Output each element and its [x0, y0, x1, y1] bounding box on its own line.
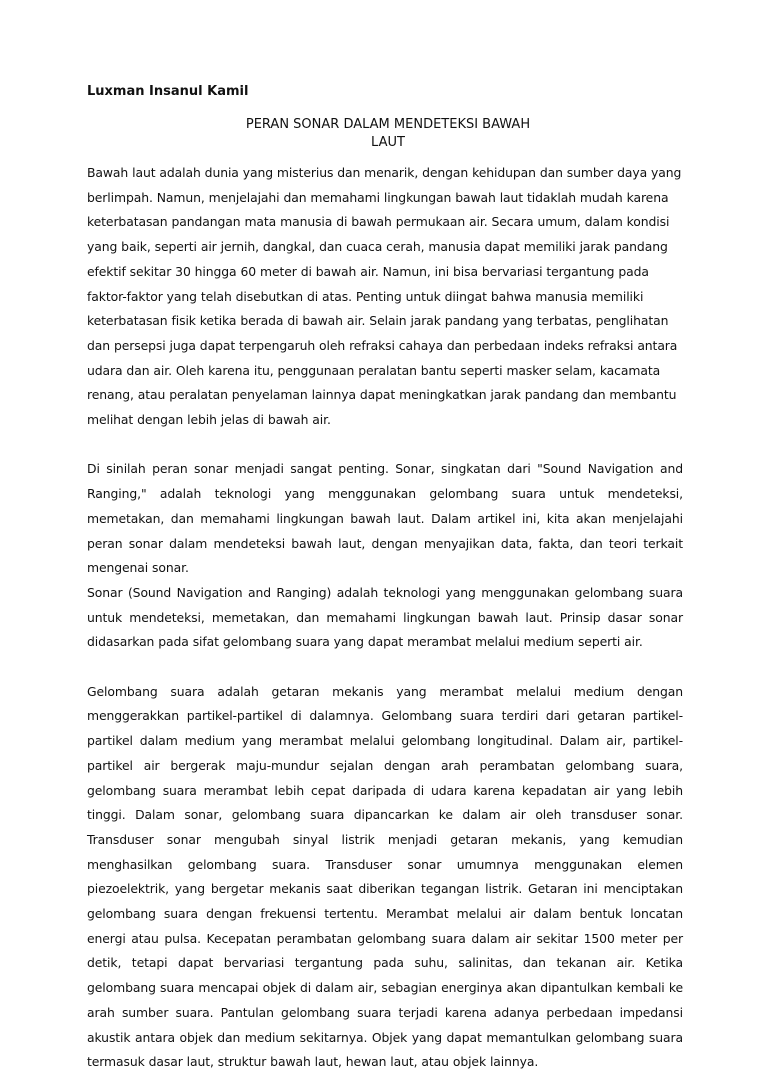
title-line-1: PERAN SONAR DALAM MENDETEKSI BAWAH	[245, 117, 531, 132]
author-name: Luxman Insanul Kamil	[87, 84, 249, 99]
document-page	[87, 84, 683, 1075]
paragraph-3: Sonar (Sound Navigation and Ranging) adalah teknologi yang menggunakan gelombang suara untuk mendeteksi, memetakan, dan memahami lingkungan bawah laut. Prinsip dasar sonar didasarkan pada sifat gelombang suara yang dapat merambat melalui medium seperti air.	[87, 584, 683, 650]
document-title	[87, 116, 683, 152]
paragraph-gap	[87, 433, 683, 458]
paragraph-gap	[87, 655, 683, 680]
paragraph-2: Di sinilah peran sonar menjadi sangat penting. Sonar, singkatan dari "Sound Navigation and Ranging," adalah teknologi yang menggunakan gelombang suara untuk mendeteksi, memetakan, dan memahami lingkungan bawah laut. Dalam artikel ini, kita akan menjelajahi peran sonar dalam mendeteksi bawah laut, dengan menyajikan data, fakta, dan teori terkait mengenai sonar.	[87, 461, 683, 576]
paragraph-4: Gelombang suara adalah getaran mekanis yang merambat melalui medium dengan menggerakkan partikel-partikel di dalamnya. Gelombang suara terdiri dari getaran partikel-partikel dalam medium yang merambat melalui gelombang longitudinal. Dalam air, partikel-partikel air bergerak maju-mundur sejalan dengan arah perambatan gelombang suara, gelombang suara merambat lebih cepat daripada di udara karena kepadatan air yang lebih tinggi. Dalam sonar, gelombang suara dipancarkan ke dalam air oleh transduser sonar. Transduser sonar mengubah sinyal listrik menjadi getaran mekanis, yang kemudian menghasilkan gelombang suara. Transduser sonar umumnya menggunakan elemen piezoelektrik, yang bergetar mekanis saat diberikan tegangan listrik. Getaran ini menciptakan gelombang suara dengan frekuensi tertentu. Merambat melalui air dalam bentuk loncatan energi atau pulsa. Kecepatan perambatan gelombang suara dalam air sekitar 1500 meter per detik, tetapi dapat bervariasi tergantung pada suhu, salinitas, dan tekanan air. Ketika gelombang suara mencapai objek di dalam air, sebagian energinya akan dipantulkan kembali ke arah sumber suara. Pantulan gelombang suara terjadi karena adanya perbedaan impedansi akustik antara objek dan medium sekitarnya. Objek yang dapat memantulkan gelombang suara termasuk dasar laut, struktur bawah laut, hewan laut, atau objek lainnya.	[87, 683, 683, 1070]
title-line-2: LAUT	[371, 135, 405, 150]
paragraph-1: Bawah laut adalah dunia yang misterius dan menarik, dengan kehidupan dan sumber daya yang berlimpah. Namun, menjelajahi dan memahami lingkungan bawah laut tidaklah mudah karena keterbatasan pandangan mata manusia di bawah permukaan air. Secara umum, dalam kondisi yang baik, seperti air jernih, dangkal, dan cuaca cerah, manusia dapat memiliki jarak pandang efektif sekitar 30 hingga 60 meter di bawah air. Namun, ini bisa bervariasi tergantung pada faktor-faktor yang telah disebutkan di atas. Penting untuk diingat bahwa manusia memiliki keterbatasan fisik ketika berada di bawah air. Selain jarak pandang yang terbatas, penglihatan dan persepsi juga dapat terpengaruh oleh refraksi cahaya dan perbedaan indeks refraksi antara udara dan air. Oleh karena itu, penggunaan peralatan bantu seperti masker selam, kacamata renang, atau peralatan penyelaman lainnya dapat meningkatkan jarak pandang dan membantu melihat dengan lebih jelas di bawah air.	[87, 165, 682, 428]
